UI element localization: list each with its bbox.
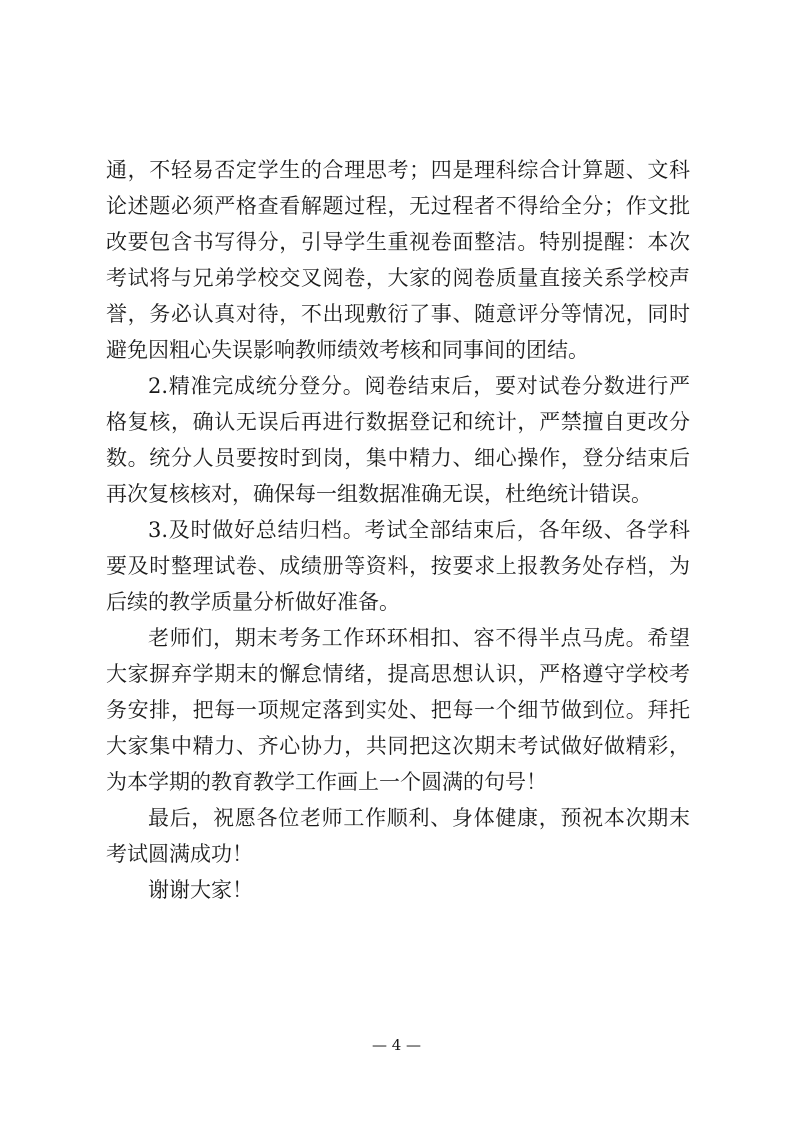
paragraph-wishes: 最后，祝愿各位老师工作顺利、身体健康，预祝本次期末考试圆满成功！ [106,806,690,866]
paragraph-thanks: 谢谢大家！ [148,878,253,902]
paragraph-archiving: 3.及时做好总结归档。考试全部结束后，各年级、各学科要及时整理试卷、成绩册等资料，按要求上报教务处存档，为后续的教学质量分析做好准备。 [106,518,690,614]
paragraph-continued: 通，不轻易否定学生的合理思考；四是理科综合计算题、文科论述题必须严格查看解题过程，无过程者不得给全分；作文批改要包含书写得分，引导学生重视卷面整洁。特别提醒：本次考试将与兄弟学校交叉阅卷，大家的阅卷质量直接关系学校声誉，务必认真对待，不出现敷衍了事、随意评分等情况，同时避免因粗心失误影响教师绩效考核和同事间的团结。 [106,158,690,362]
body-text [106,152,690,908]
page-number: — 4 — [371,1036,422,1054]
paragraph-appeal: 老师们，期末考务工作环环相扣、容不得半点马虎。希望大家摒弃学期末的懈怠情绪，提高思想认识，严格遵守学校考务安排，把每一项规定落到实处、把每一个细节做到位。拜托大家集中精力、齐心协力，共同把这次期末考试做好做精彩，为本学期的教育教学工作画上一个圆满的句号！ [106,626,690,794]
paragraph-scoring: 2.精准完成统分登分。阅卷结束后，要对试卷分数进行严格复核，确认无误后再进行数据登记和统计，严禁擅自更改分数。统分人员要按时到岗，集中精力、细心操作，登分结束后再次复核核对，确保每一组数据准确无误，杜绝统计错误。 [106,374,690,506]
